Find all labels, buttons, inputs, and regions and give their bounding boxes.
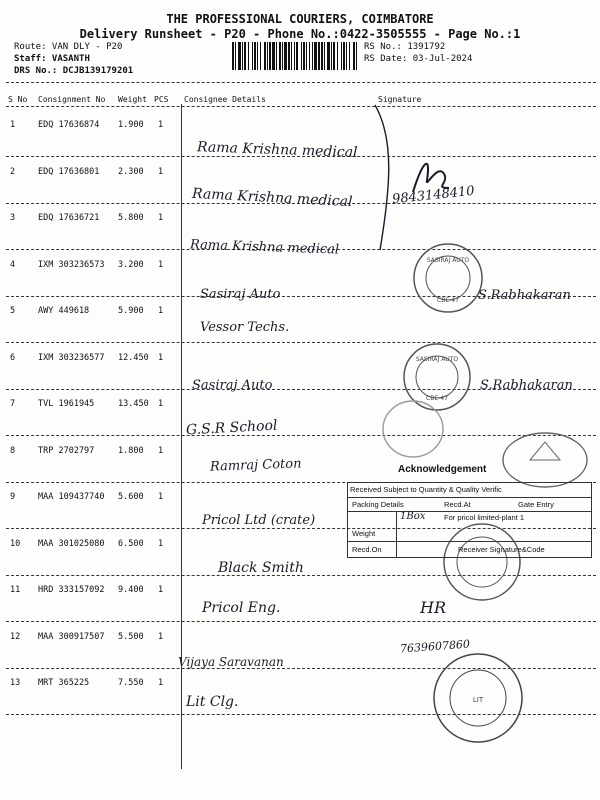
handwritten-consignee-12: Vijaya Saravanan bbox=[178, 655, 284, 669]
row-weight: 5.600 bbox=[118, 492, 144, 502]
row-weight: 3.200 bbox=[118, 259, 144, 270]
barcode-bar bbox=[272, 42, 275, 70]
handwritten-consignee-11: Pricol Eng. bbox=[202, 600, 281, 616]
row-sno: 1 bbox=[10, 120, 16, 130]
barcode-bar bbox=[235, 42, 236, 70]
row-pcs: 1 bbox=[158, 631, 164, 642]
col-consignment: Consignment No bbox=[38, 95, 106, 104]
row-weight: 6.500 bbox=[118, 538, 144, 549]
ack-recd-on: Recd.On bbox=[352, 545, 382, 554]
handwritten-consignee-9: Pricol Ltd (crate) bbox=[202, 513, 316, 528]
row-weight: 5.900 bbox=[118, 306, 144, 316]
handwritten-consignee-4: Sasiraj Auto bbox=[200, 287, 281, 302]
barcode-bar bbox=[327, 42, 330, 70]
barcode-bar bbox=[324, 42, 325, 70]
barcode-bar bbox=[306, 42, 307, 70]
row-weight: 9.400 bbox=[118, 585, 144, 595]
col-signature: Signature bbox=[378, 95, 422, 104]
row-consignment-no: MRT 365225 bbox=[38, 678, 90, 688]
divider bbox=[6, 106, 596, 107]
col-pcs: PCS bbox=[154, 95, 169, 104]
row-sno: 9 bbox=[10, 492, 16, 502]
ack-receiver: Receiver Signature&Code bbox=[458, 545, 545, 554]
barcode-bar bbox=[321, 42, 323, 70]
barcode-bar bbox=[244, 42, 246, 70]
row-sno: 11 bbox=[10, 585, 21, 595]
row-sno: 10 bbox=[10, 538, 21, 549]
drs-number: DRS No.: DCJB139179201 bbox=[14, 66, 134, 76]
page-title: THE PROFESSIONAL COURIERS, COIMBATORE bbox=[166, 12, 434, 26]
handwritten-consignee-5: Vessor Techs. bbox=[200, 320, 290, 335]
ack-title: Acknowledgement bbox=[398, 464, 487, 475]
row-weight: 5.800 bbox=[118, 213, 144, 223]
row-pcs: 1 bbox=[158, 585, 164, 595]
route-label: Route: VAN DLY - P20 bbox=[14, 42, 123, 52]
row-sno: 12 bbox=[10, 631, 21, 642]
row-pcs: 1 bbox=[158, 445, 164, 456]
row-consignment-no: MAA 300917507 bbox=[38, 631, 105, 642]
row-consignment-no: MAA 301025080 bbox=[38, 538, 105, 549]
row-pcs: 1 bbox=[158, 166, 164, 177]
row-weight: 7.550 bbox=[118, 678, 144, 688]
barcode-bar bbox=[242, 42, 243, 70]
svg-text:SASIRAJ AUTO: SASIRAJ AUTO bbox=[415, 356, 459, 363]
row-sno: 4 bbox=[10, 259, 16, 270]
barcode-bar bbox=[269, 42, 271, 70]
barcode-bar bbox=[294, 42, 295, 70]
barcode-bar bbox=[296, 42, 298, 70]
svg-text:CBE-47: CBE-47 bbox=[437, 297, 459, 304]
school-stamp bbox=[380, 398, 446, 460]
barcode-bar bbox=[318, 42, 320, 70]
col-weight: Weight bbox=[118, 95, 147, 104]
barcode-bar bbox=[284, 42, 287, 70]
institute-stamp bbox=[430, 650, 526, 746]
page-subtitle: Delivery Runsheet - P20 - Phone No.:0422-3505555 - Page No.:1 bbox=[79, 27, 521, 41]
row-sno: 2 bbox=[10, 166, 16, 177]
handwritten-consignee-1: Rama Krishna medical bbox=[196, 139, 358, 161]
ack-weight: Weight bbox=[352, 529, 376, 538]
row-weight: 5.500 bbox=[118, 631, 144, 642]
barcode-bar bbox=[254, 42, 256, 70]
row-sno: 7 bbox=[10, 399, 16, 409]
handwritten-consignee-13: Lit Clg. bbox=[186, 694, 239, 710]
handwritten-consignee-8: Ramraj Coton bbox=[209, 456, 302, 475]
row-pcs: 1 bbox=[158, 678, 164, 688]
barcode-bar bbox=[248, 42, 249, 70]
barcode-bar bbox=[238, 42, 241, 70]
barcode-bar bbox=[291, 42, 292, 70]
barcode-bar bbox=[252, 42, 253, 70]
col-sno: S No bbox=[8, 95, 28, 104]
barcode-bar bbox=[353, 42, 355, 70]
rs-number: RS No.: 1391792 bbox=[364, 42, 446, 52]
handwritten-signature-hr: HR bbox=[420, 598, 446, 617]
handwritten-consignee-10: Black Smith bbox=[218, 560, 304, 576]
row-consignment-no: EDQ 17636874 bbox=[38, 120, 100, 130]
barcode-bar bbox=[282, 42, 283, 70]
row-pcs: 1 bbox=[158, 306, 164, 316]
svg-text:LIT: LIT bbox=[472, 696, 484, 704]
row-weight: 1.900 bbox=[118, 120, 144, 130]
barcode-bar bbox=[349, 42, 350, 70]
ack-gate: Gate Entry bbox=[518, 500, 554, 509]
handwritten-consignee-2: Rama Krishna medical bbox=[191, 185, 353, 211]
row-sno: 13 bbox=[10, 678, 21, 688]
divider bbox=[6, 82, 596, 83]
barcode-bar bbox=[288, 42, 290, 70]
handwritten-phone-2: 7639607860 bbox=[399, 637, 471, 656]
barcode-bar bbox=[279, 42, 281, 70]
row-consignment-no: EDQ 17636801 bbox=[38, 166, 100, 177]
barcode-bar bbox=[267, 42, 268, 70]
barcode-bar bbox=[346, 42, 347, 70]
barcode-bar bbox=[260, 42, 261, 70]
barcode-bar bbox=[314, 42, 317, 70]
rs-date: RS Date: 03-Jul-2024 bbox=[364, 54, 473, 64]
barcode-bar bbox=[264, 42, 266, 70]
row-consignment-no: MAA 109437740 bbox=[38, 492, 105, 502]
row-pcs: 1 bbox=[158, 492, 164, 502]
handwritten-consignee-6: Sasiraj Auto bbox=[192, 378, 273, 393]
ramraj-stamp bbox=[500, 430, 590, 490]
barcode-bar bbox=[312, 42, 313, 70]
ack-line: Received Subject to Quantity & Quality Verific bbox=[350, 485, 502, 494]
ack-packing: Packing Details bbox=[352, 500, 404, 509]
handwritten-consignee-7: G.S.R School bbox=[185, 417, 278, 439]
barcode-bar bbox=[341, 42, 342, 70]
barcode-bar bbox=[331, 42, 332, 70]
row-sno: 3 bbox=[10, 213, 16, 223]
row-sno: 6 bbox=[10, 352, 16, 363]
barcode-bar bbox=[356, 42, 357, 70]
ack-qty: 1Box bbox=[400, 511, 426, 522]
row-pcs: 1 bbox=[158, 120, 164, 130]
handwritten-phone: 9843148410 bbox=[391, 183, 476, 208]
barcode-bar bbox=[276, 42, 277, 70]
row-consignment-no: EDQ 17636721 bbox=[38, 213, 100, 223]
row-consignment-no: IXM 303236577 bbox=[38, 352, 105, 363]
handwritten-signature-2: S.Rabhakaran bbox=[480, 378, 573, 393]
sasiraj-stamp-1 bbox=[410, 240, 486, 316]
staff-label: Staff: VASANTH bbox=[14, 54, 90, 64]
row-consignment-no: TRP 2702797 bbox=[38, 445, 95, 456]
row-sno: 8 bbox=[10, 445, 16, 456]
ack-for-pricol: For pricol limited-plant 1 bbox=[444, 513, 525, 522]
row-pcs: 1 bbox=[158, 352, 164, 363]
handwritten-signature-1: S.Rabhakaran bbox=[478, 288, 571, 303]
row-consignment-no: AWY 449618 bbox=[38, 306, 90, 316]
row-consignment-no: HRD 333157092 bbox=[38, 585, 105, 595]
barcode-bar bbox=[343, 42, 345, 70]
barcode-bar bbox=[257, 42, 258, 70]
svg-text:CBE-47: CBE-47 bbox=[426, 395, 448, 402]
ack-recd-at: Recd.At bbox=[444, 500, 471, 509]
row-weight: 1.800 bbox=[118, 445, 144, 456]
row-divider bbox=[6, 621, 596, 622]
barcode-bar bbox=[232, 42, 234, 70]
ack-box bbox=[347, 482, 592, 558]
barcode-bar bbox=[337, 42, 338, 70]
row-weight: 2.300 bbox=[118, 166, 144, 177]
handwritten-consignee-3: Rama Krishna medical bbox=[189, 237, 340, 258]
row-consignment-no: IXM 303236573 bbox=[38, 259, 105, 270]
row-pcs: 1 bbox=[158, 538, 164, 549]
row-pcs: 1 bbox=[158, 213, 164, 223]
row-sno: 5 bbox=[10, 306, 16, 316]
row-pcs: 1 bbox=[158, 259, 164, 270]
row-weight: 12.450 bbox=[118, 352, 149, 363]
barcode-bar bbox=[333, 42, 335, 70]
row-pcs: 1 bbox=[158, 399, 164, 409]
barcode-bar bbox=[301, 42, 302, 70]
col-consignee: Consignee Details bbox=[184, 95, 266, 104]
barcode-bar bbox=[303, 42, 305, 70]
svg-text:SASIRAJ AUTO: SASIRAJ AUTO bbox=[426, 257, 470, 264]
row-divider bbox=[6, 342, 596, 343]
row-weight: 13.450 bbox=[118, 399, 149, 409]
barcode-bar bbox=[309, 42, 310, 70]
row-consignment-no: TVL 1961945 bbox=[38, 399, 95, 409]
barcode-image bbox=[232, 42, 358, 70]
column-separator bbox=[181, 104, 182, 769]
